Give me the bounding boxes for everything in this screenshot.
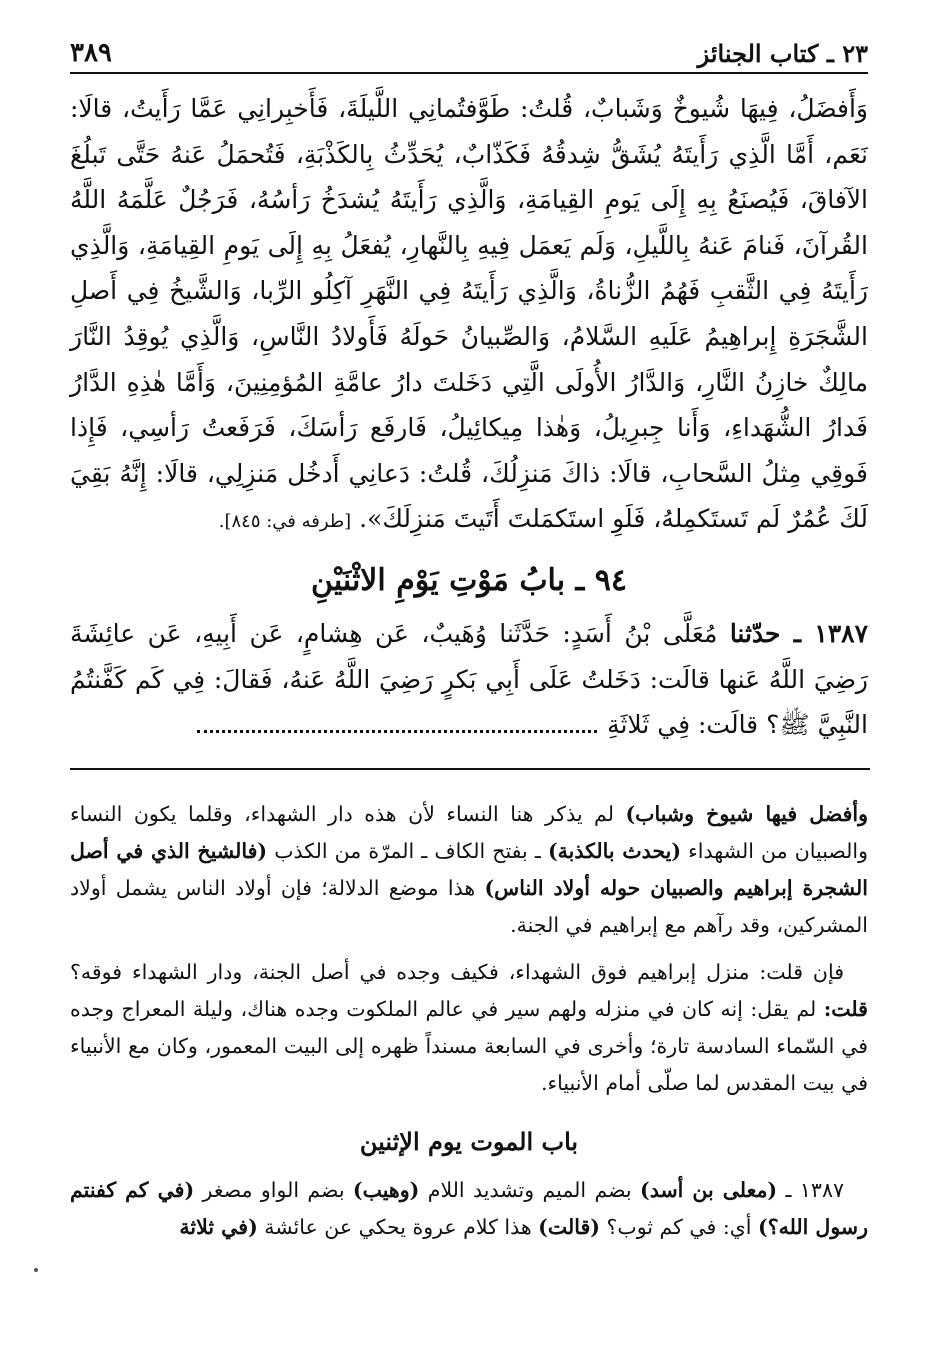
commentary-quote: قلت: (823, 997, 868, 1021)
commentary (70, 796, 868, 1246)
hadith-2-text: مُعَلَّى بْنُ أَسَدٍ: حَدَّثَنا وُهَيبٌ، عَن هِشامٍ، عَن أَبِيهِ، عَن عائِشَةَ رَضِيَ اللَّهُ عَنها قالَت: دَخَلتُ عَلَى أَبِي بَكرٍ رَضِيَ اللَّهُ عَنهُ، فَقالَ: فِي كَم كَفَّنتُمُ النَّبِيَّ ﷺ؟ قالَت: فِي ثَلاثَةِ (70, 618, 868, 740)
commentary-paragraph-3 (70, 1172, 868, 1246)
commentary-paragraph-2 (70, 954, 868, 1102)
page-header (70, 28, 868, 74)
commentary-text: هذا كلام عروة يحكي عن عائشة (257, 1215, 539, 1239)
commentary-lead: وأفضل فيها شيوخ وشباب) (625, 802, 868, 826)
cross-reference: [طرفه في: ٨٤٥]. (218, 511, 352, 533)
hadith-text: وَأَفضَلُ، فِيهَا شُيوخٌ وَشَبابٌ، قُلتُ: طَوَّفتُمانِي اللَّيلَةَ، فَأَخبِرانِي عَمَّا رَأَيتُ، قالَا: نَعَم، أَمَّا الَّذِي رَأَيتَهُ يُشَقُّ شِدقُهُ فَكَذّابٌ، يُحَدِّثُ بِالكَذْبَةِ، فَتُحمَلُ عَنهُ حَتَّى تَبلُغَ الآفاقَ، فَيُصنَعُ بِهِ إِلَى يَومِ القِيامَةِ، وَالَّذِي رَأَيتَهُ يُشدَخُ رَأسُهُ، فَرَجُلٌ عَلَّمَهُ اللَّهُ القُرآنَ، فَنامَ عَنهُ بِاللَّيلِ، وَلَم يَعمَل فِيهِ بِالنَّهارِ، يُفعَلُ بِهِ إِلَى يَومِ القِيامَةِ، وَالَّذِي رَأَيتَهُ فِي الثَّقبِ فَهُمُ الزُّناةُ، وَالَّذِي رَأَيتَهُ فِي النَّهَرِ آكِلُو الرِّبا، وَالشَّيخُ فِي أَصلِ الشَّجَرَةِ إِبراهِيمُ عَلَيهِ السَّلامُ، وَالصِّبيانُ حَولَهُ فَأَولادُ النَّاسِ، وَالَّذِي يُوقِدُ النَّارَ مالِكٌ خازِنُ النَّارِ، وَالدَّارُ الأُولَى الَّتِي دَخَلتَ دارُ عامَّةِ المُؤمِنِينَ، وَأَمَّا هٰذِهِ الدَّارُ فَدارُ الشُّهَداءِ، وَأَنا جِبرِيلُ، وَهٰذا مِيكائِيلُ، فَارفَع رَأسَكَ، فَرَفَعتُ رَأسِي، فَإِذا فَوقِي مِثلُ السَّحابِ، قالَا: ذاكَ مَنزِلُكَ، قُلتُ: دَعانِي أَدخُل مَنزِلِي، قالَا: إِنَّهُ بَقِيَ لَكَ عُمُرٌ لَم تَستَكمِلهُ، فَلَوِ استَكمَلتَ أَتَيتَ مَنزِلَكَ». (70, 94, 868, 534)
commentary-quote: (يحدث بالكذبة) (547, 839, 682, 863)
footnote-divider (70, 768, 870, 770)
commentary-quote: (معلى بن أسد) (640, 1178, 778, 1202)
commentary-text: أي: في كم ثوب؟ (600, 1215, 758, 1239)
main-text (70, 86, 868, 748)
commentary-text: ١٣٨٧ ـ (777, 1178, 844, 1202)
running-title: ٢٣ ـ كتاب الجنائز (697, 39, 868, 68)
chapter-heading: ٩٤ ـ بابُ مَوْتِ يَوْمِ الاثْنَيْنِ (311, 562, 627, 598)
commentary-text: ـ بفتح الكاف ـ المرّة من الكذب (267, 839, 548, 863)
commentary-paragraph-1 (70, 796, 868, 944)
commentary-text: بضم الواو مصغر (194, 1178, 353, 1202)
continuation-dots (197, 720, 597, 733)
commentary-quote: (في كم كفنتم رسول الله؟) (70, 1178, 868, 1239)
commentary-text: لم يذكر هنا النساء لأن هذه دار الشهداء، وقلما يكون النساء والصبيان من الشهداء (70, 802, 868, 863)
commentary-quote: (فالشيخ الذي في أصل الشجرة إبراهيم والصبيان حوله أولاد الناس) (70, 839, 868, 900)
commentary-text: بضم الميم وتشديد اللام (419, 1178, 641, 1202)
commentary-text: فإن قلت: منزل إبراهيم فوق الشهداء، فكيف وجده في أصل الجنة، ودار الشهداء فوقه؟ (70, 960, 844, 984)
commentary-heading: باب الموت يوم الإثنين (359, 1127, 579, 1156)
hadith-number: ١٣٨٧ ـ حدّثنا (729, 618, 868, 648)
hadith-continuation (70, 86, 868, 545)
commentary-quote: (في ثلاثة (179, 1215, 258, 1239)
commentary-text: لم يقل: إنه كان في منزله ولهم سير في عالم الملكوت وجده هناك، وليلة المعراج وجده في السّماء السادسة تارة؛ وأخرى في السابعة مسنداً ظهره إلى البيت المعمور، وكان مع الأنبياء في بيت المقدس لما صلّى أمام الأنبياء. (70, 997, 868, 1095)
commentary-quote: (قالت) (538, 1215, 600, 1239)
page-number: ٣٨٩ (70, 38, 112, 68)
commentary-text: هذا موضع الدلالة؛ فإن أولاد الناس يشمل أولاد المشركين، وقد رآهم مع إبراهيم في الجنة. (70, 876, 868, 937)
hadith-1387 (70, 611, 868, 748)
commentary-quote: (وهيب) (352, 1178, 420, 1202)
scan-speck (34, 1268, 38, 1272)
